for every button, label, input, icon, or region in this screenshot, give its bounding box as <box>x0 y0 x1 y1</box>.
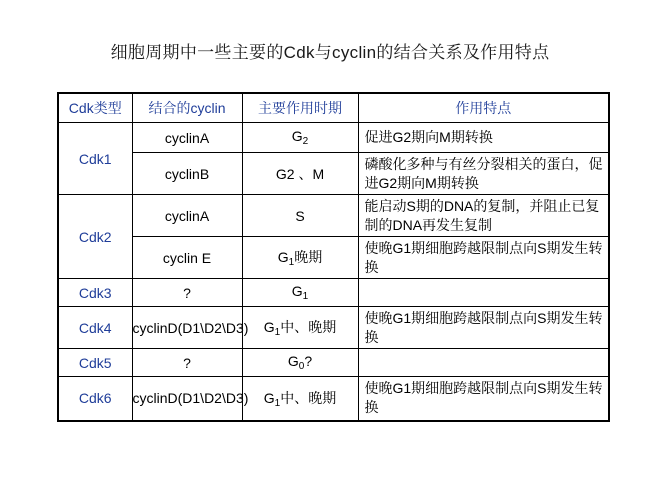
feature-cell: 使晚G1期细胞跨越限制点向S期发生转换 <box>358 237 609 279</box>
period-cell: $G_1$中、晚期 <box>242 377 358 421</box>
cyclin-cell: cyclinD(D1\D2\D3) <box>132 307 242 349</box>
feature-cell <box>358 349 609 377</box>
header-period: 主要作用时期 <box>242 93 358 123</box>
cyclin-cell: ? <box>132 279 242 307</box>
table-row <box>58 195 609 237</box>
period-cell: $G_1$中、晚期 <box>242 307 358 349</box>
table-row <box>58 279 609 307</box>
period-cell: $G_0$? <box>242 349 358 377</box>
feature-cell: 能启动S期的DNA的复制，并阻止已复制的DNA再发生复制 <box>358 195 609 237</box>
feature-cell: 使晚G1期细胞跨越限制点向S期发生转换 <box>358 377 609 421</box>
table-row <box>58 377 609 421</box>
feature-cell: 磷酸化多种与有丝分裂相关的蛋白，促进G2期向M期转换 <box>358 153 609 195</box>
cdk-cell: Cdk5 <box>58 349 132 377</box>
table-row <box>58 237 609 279</box>
table-row <box>58 153 609 195</box>
cyclin-cell: cyclinB <box>132 153 242 195</box>
cdk-cell: Cdk2 <box>58 195 132 279</box>
cyclin-cell: cyclinD(D1\D2\D3) <box>132 377 242 421</box>
page-title: 细胞周期中一些主要的Cdk与cyclin的结合关系及作用特点 <box>110 43 550 62</box>
header-cdk-type: Cdk类型 <box>58 93 132 123</box>
period-cell: $G_2$ <box>242 123 358 153</box>
cyclin-cell: cyclinA <box>132 123 242 153</box>
cdk-cell: Cdk4 <box>58 307 132 349</box>
header-cyclin: 结合的cyclin <box>132 93 242 123</box>
cyclin-cell: cyclinA <box>132 195 242 237</box>
table-row <box>58 349 609 377</box>
period-cell: S <box>242 195 358 237</box>
period-cell: G2 、M <box>242 153 358 195</box>
table-header-row <box>58 93 609 123</box>
cyclin-cell: ? <box>132 349 242 377</box>
cdk-cyclin-table <box>57 92 610 422</box>
feature-cell: 促进G2期向M期转换 <box>358 123 609 153</box>
header-feature: 作用特点 <box>358 93 609 123</box>
feature-cell: 使晚G1期细胞跨越限制点向S期发生转换 <box>358 307 609 349</box>
cdk-cell: Cdk3 <box>58 279 132 307</box>
table-row <box>58 307 609 349</box>
cdk-cell: Cdk6 <box>58 377 132 421</box>
table-row <box>58 123 609 153</box>
period-cell: $G_1$ <box>242 279 358 307</box>
cdk-cell: Cdk1 <box>58 123 132 195</box>
cyclin-cell: cyclin E <box>132 237 242 279</box>
feature-cell <box>358 279 609 307</box>
period-cell: $G_1$晚期 <box>242 237 358 279</box>
